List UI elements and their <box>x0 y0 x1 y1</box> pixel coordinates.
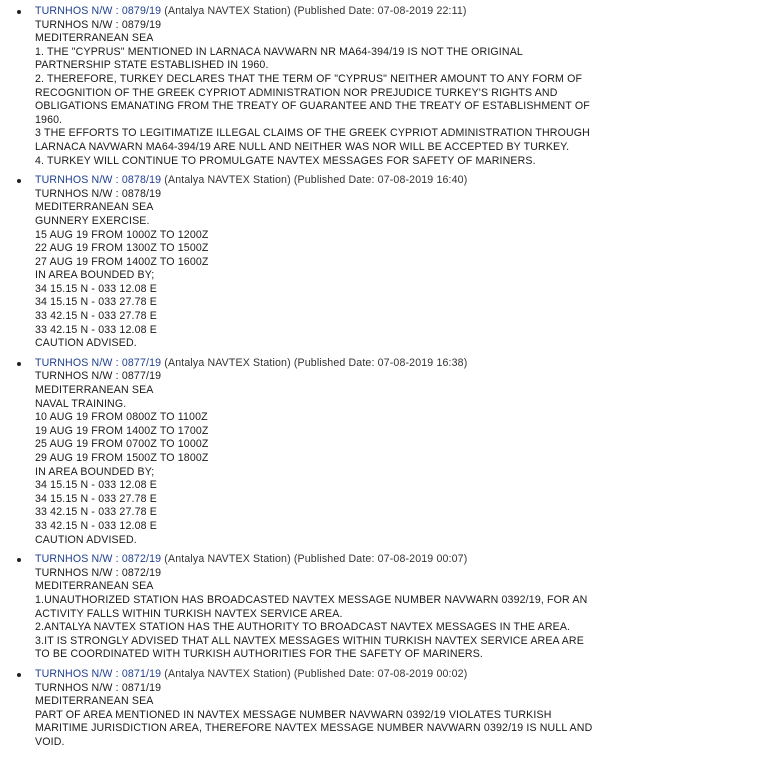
body-line: TURNHOS N/W : 0878/19 <box>35 187 162 200</box>
entry-header <box>35 357 754 371</box>
entry-header <box>35 553 754 567</box>
entry-body <box>35 19 754 169</box>
bullet-icon <box>17 558 21 562</box>
entry-header <box>35 5 754 19</box>
body-line: 1. THE "CYPRUS" MENTIONED IN LARNACA NAVWARN NR MA64-394/19 IS NOT THE ORIGINAL <box>35 45 523 58</box>
body-line: 3.IT IS STRONGLY ADVISED THAT ALL NAVTEX MESSAGES WITHIN TURKISH NAVTEX SERVICE AREA ARE <box>35 634 584 647</box>
body-line: MEDITERRANEAN SEA <box>35 201 154 214</box>
body-line: 10 AUG 19 FROM 0800Z TO 1100Z <box>35 411 208 424</box>
entry-meta: (Antalya NAVTEX Station) (Published Date: 07-08-2019 00:02) <box>164 667 468 680</box>
body-line: OBLIGATIONS EMANATING FROM THE TREATY OF GUARANTEE AND THE TREATY OF ESTABLISHMENT OF <box>35 100 590 113</box>
entry-header <box>35 174 754 188</box>
body-line: RECOGNITION OF THE GREEK CYPRIOT ADMINISTRATION NOR PREJUDICE TURKEY'S RIGHTS AND <box>35 86 558 99</box>
body-line: IN AREA BOUNDED BY; <box>35 465 155 478</box>
entry-body <box>35 188 754 351</box>
body-line: CAUTION ADVISED. <box>35 337 137 350</box>
body-line: 33 42.15 N - 033 27.78 E <box>35 310 157 323</box>
entry-meta: (Antalya NAVTEX Station) (Published Date: 07-08-2019 16:38) <box>164 356 468 369</box>
body-line: 15 AUG 19 FROM 1000Z TO 1200Z <box>35 228 209 241</box>
body-line: 34 15.15 N - 033 12.08 E <box>35 479 157 492</box>
body-line: GUNNERY EXERCISE. <box>35 214 150 227</box>
entry-link[interactable]: TURNHOS N/W : 0879/19 <box>35 5 162 17</box>
body-line: 19 AUG 19 FROM 1400Z TO 1700Z <box>35 424 209 437</box>
body-line: 1960. <box>35 113 63 126</box>
body-line: NAVAL TRAINING. <box>35 397 127 410</box>
body-line: MEDITERRANEAN SEA <box>35 384 154 397</box>
body-line: 25 AUG 19 FROM 0700Z TO 1000Z <box>35 438 209 451</box>
entry-link[interactable]: TURNHOS N/W : 0872/19 <box>35 553 162 566</box>
navtex-entry <box>0 553 770 662</box>
body-line: MEDITERRANEAN SEA <box>35 32 154 45</box>
body-line: 34 15.15 N - 033 27.78 E <box>35 296 157 309</box>
body-line: 22 AUG 19 FROM 1300Z TO 1500Z <box>35 242 209 255</box>
bullet-icon <box>17 362 21 366</box>
body-line: 34 15.15 N - 033 12.08 E <box>35 282 157 295</box>
body-line: ACTIVITY FALLS WITHIN TURKISH NAVTEX SERVICE AREA. <box>35 607 343 620</box>
body-line: PART OF AREA MENTIONED IN NAVTEX MESSAGE NUMBER NAVWARN 0392/19 VIOLATES TURKISH <box>35 708 552 721</box>
body-line: 1.UNAUTHORIZED STATION HAS BROADCASTED NAVTEX MESSAGE NUMBER NAVWARN 0392/19, FOR AN <box>35 593 588 606</box>
body-line: 29 AUG 19 FROM 1500Z TO 1800Z <box>35 452 209 464</box>
body-line: MEDITERRANEAN SEA <box>35 695 154 708</box>
bullet-icon <box>17 10 21 14</box>
body-line: TURNHOS N/W : 0879/19 <box>35 18 162 31</box>
entry-meta: (Antalya NAVTEX Station) (Published Date: 07-08-2019 00:07) <box>164 553 468 566</box>
entry-link[interactable]: TURNHOS N/W : 0877/19 <box>35 356 162 369</box>
body-line: TURNHOS N/W : 0871/19 <box>35 681 162 694</box>
body-line: 34 15.15 N - 033 27.78 E <box>35 492 157 505</box>
body-line: TURNHOS N/W : 0877/19 <box>35 370 162 383</box>
body-line: 3 THE EFFORTS TO LEGITIMATIZE ILLEGAL CLAIMS OF THE GREEK CYPRIOT ADMINISTRATION THROUGH <box>35 127 590 140</box>
body-line: 33 42.15 N - 033 12.08 E <box>35 323 157 336</box>
entry-link[interactable]: TURNHOS N/W : 0871/19 <box>35 667 162 680</box>
body-line: CAUTION ADVISED. <box>35 533 137 546</box>
body-line: PARTNERSHIP STATE ESTABLISHED IN 1960. <box>35 59 269 72</box>
body-line: IN AREA BOUNDED BY; <box>35 269 155 282</box>
entry-header <box>35 668 754 682</box>
navtex-entry <box>0 668 770 750</box>
body-line: 33 42.15 N - 033 27.78 E <box>35 506 157 519</box>
entry-body <box>35 682 754 750</box>
entry-meta: (Antalya NAVTEX Station) (Published Date: 07-08-2019 16:40) <box>164 174 468 187</box>
body-line: 2. THEREFORE, TURKEY DECLARES THAT THE TERM OF "CYPRUS" NEITHER AMOUNT TO ANY FORM OF <box>35 72 583 85</box>
bullet-icon <box>17 673 21 677</box>
navtex-entry <box>0 357 770 547</box>
body-line: VOID. <box>35 735 65 748</box>
body-line: MEDITERRANEAN SEA <box>35 580 154 593</box>
body-line: 2.ANTALYA NAVTEX STATION HAS THE AUTHORITY TO BROADCAST NAVTEX MESSAGES IN THE AREA. <box>35 621 571 634</box>
body-line: MARITIME JURISDICTION AREA, THEREFORE NAVTEX MESSAGE NUMBER NAVWARN 0392/19 IS NULL AND <box>35 722 593 735</box>
body-line: 4. TURKEY WILL CONTINUE TO PROMULGATE NAVTEX MESSAGES FOR SAFETY OF MARINERS. <box>35 154 536 167</box>
navtex-entry <box>0 5 770 168</box>
entry-body <box>35 370 754 547</box>
entry-meta: (Antalya NAVTEX Station) (Published Date: 07-08-2019 22:11) <box>164 5 467 17</box>
navtex-entry <box>0 174 770 351</box>
entry-body <box>35 567 754 662</box>
body-line: TURNHOS N/W : 0872/19 <box>35 566 162 579</box>
body-line: 33 42.15 N - 033 12.08 E <box>35 519 157 532</box>
body-line: TO BE COORDINATED WITH TURKISH AUTHORITIES FOR THE SAFETY OF MARINERS. <box>35 648 484 661</box>
bullet-icon <box>17 179 21 183</box>
body-line: 27 AUG 19 FROM 1400Z TO 1600Z <box>35 255 209 268</box>
body-line: LARNACA NAVWARN MA64-394/19 ARE NULL AND NEITHER WAS NOR WILL BE ACCEPTED BY TURKEY. <box>35 140 570 153</box>
entry-link[interactable]: TURNHOS N/W : 0878/19 <box>35 174 162 187</box>
